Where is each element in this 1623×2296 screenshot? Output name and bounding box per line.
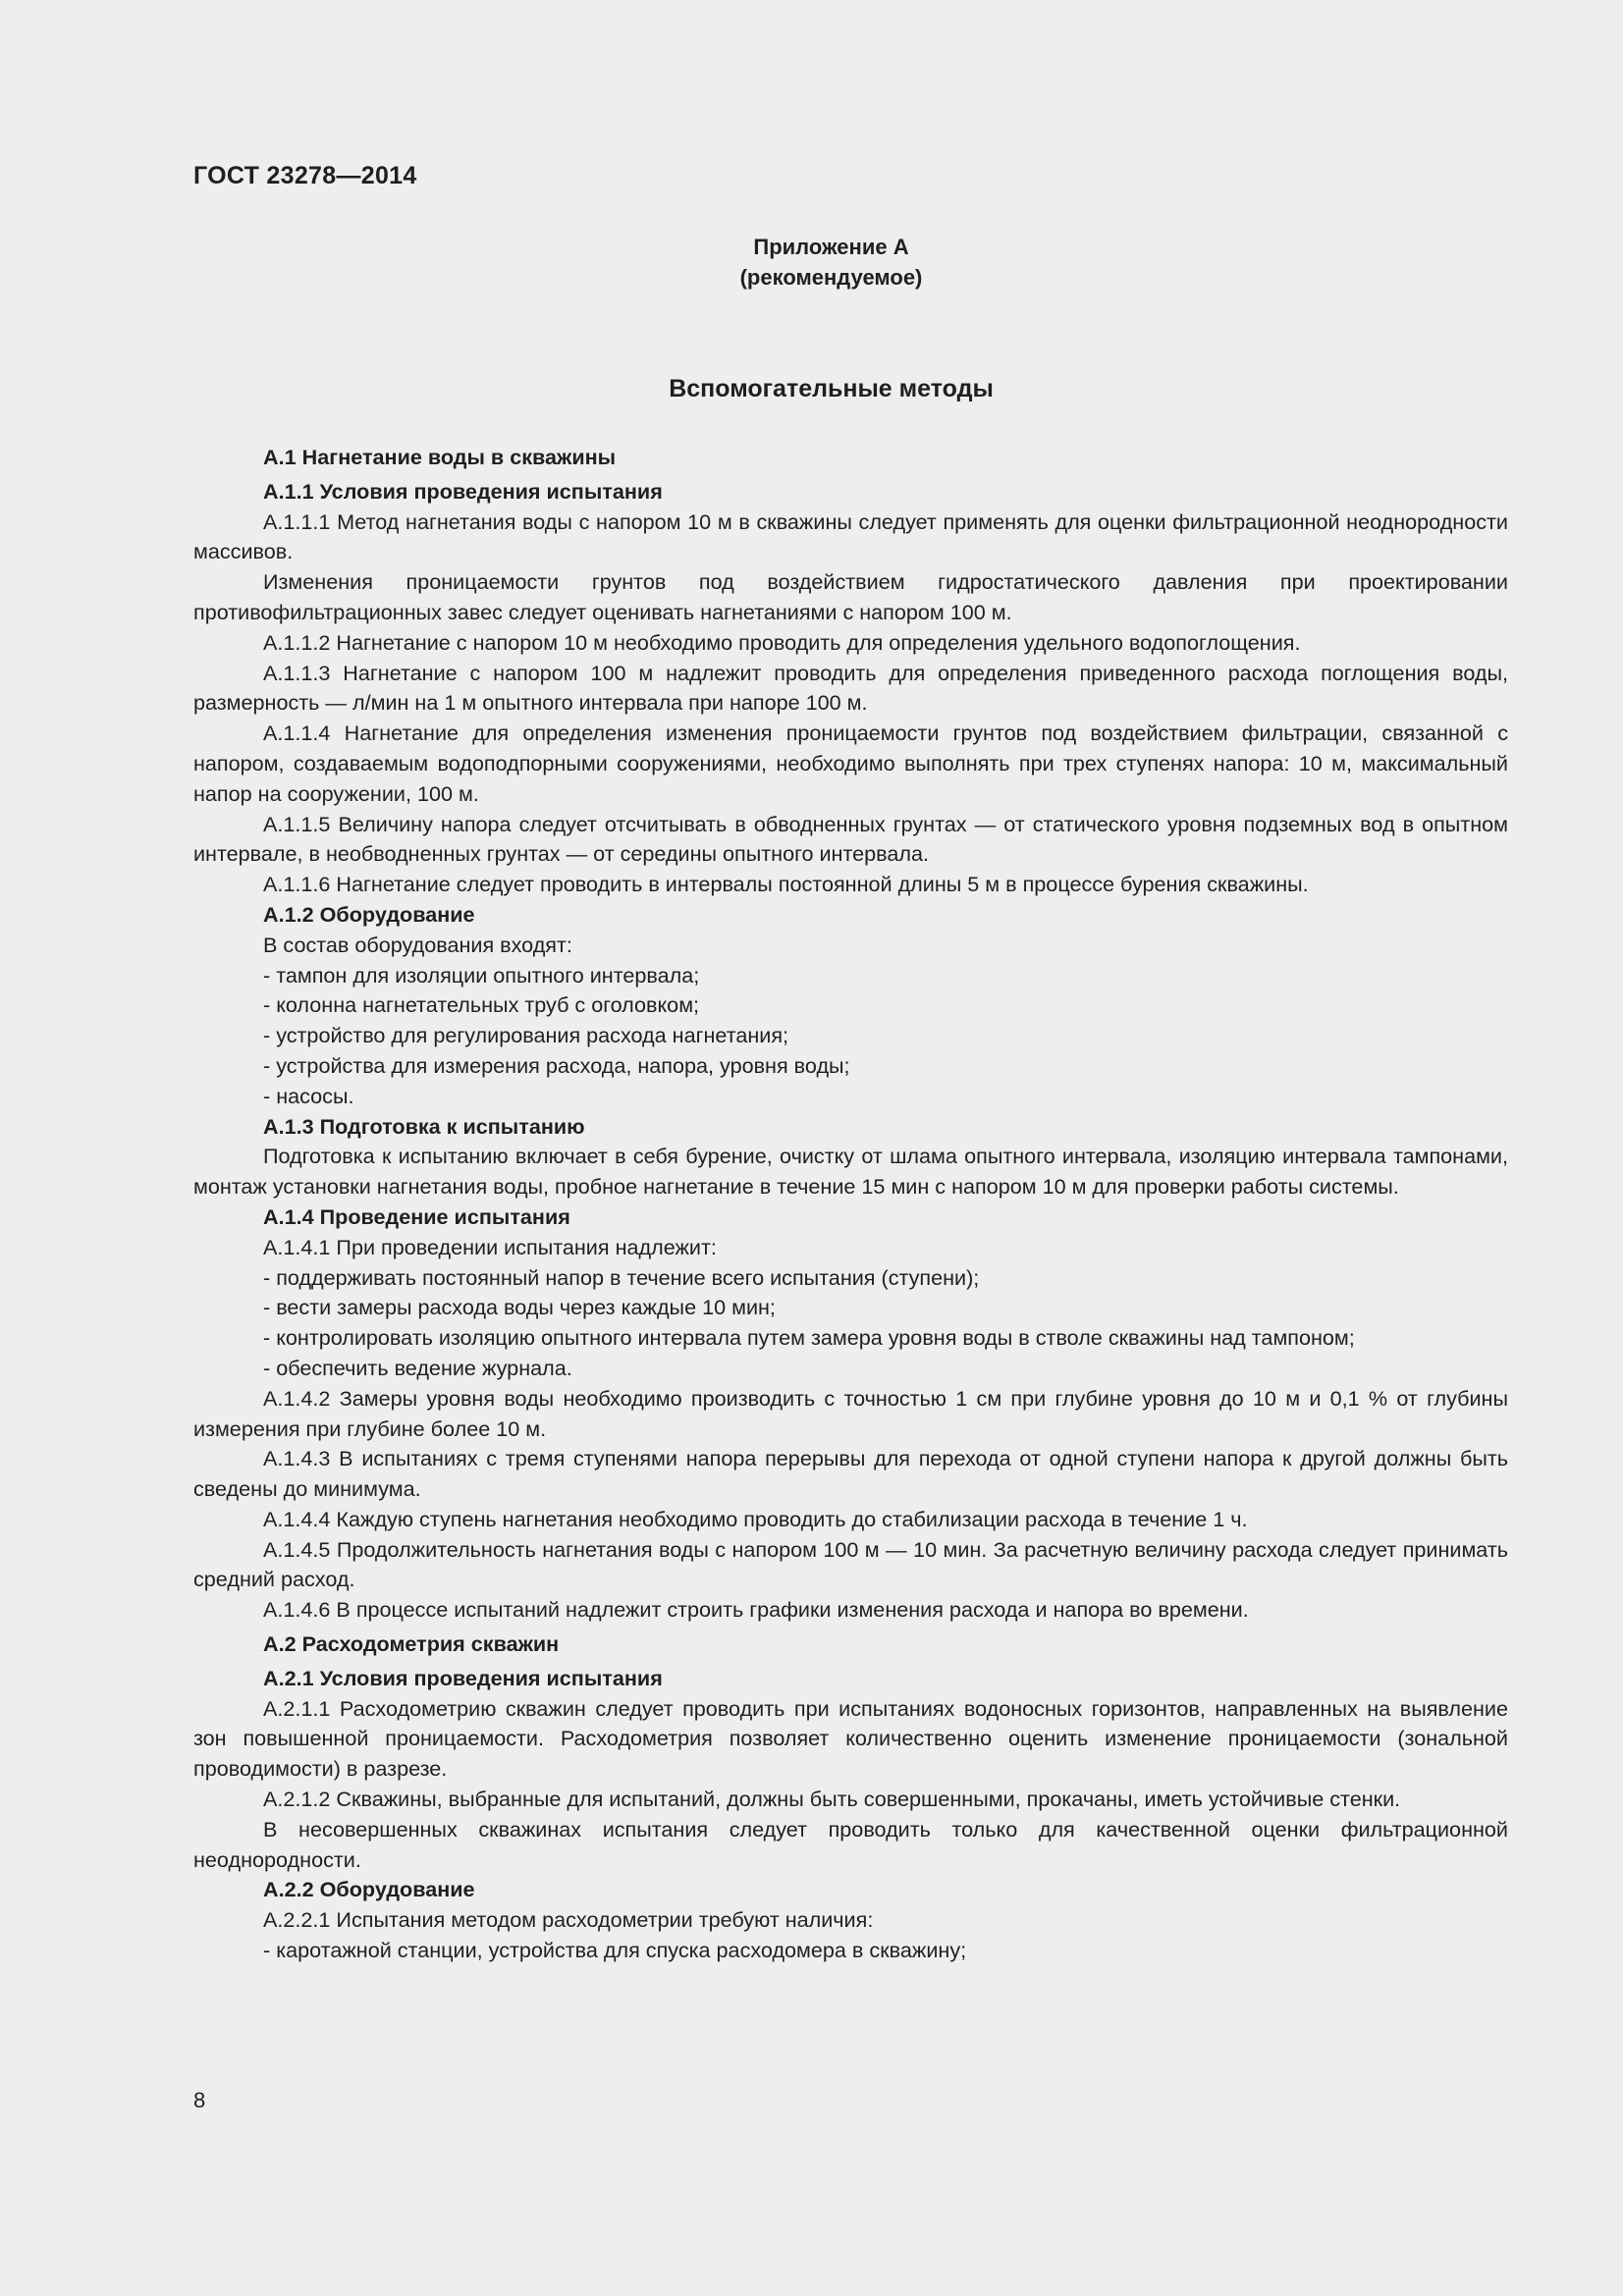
appendix-title: Приложение А [753,235,909,259]
heading-a1-1: А.1.1 Условия проведения испытания [263,478,663,504]
paragraph: В несовершенных скважинах испытания следует проводить только для качественной оценки фильтрационной неоднородности. [193,1816,1508,1872]
paragraph: А.1.1.4 Нагнетание для определения изменения проницаемости грунтов под воздействием фильтрации, связанной с напором, создаваемым водоподпорными сооружениями, необходимо выполнять при трех ступенях напора: 10 м, максимальный напор на сооружении, 100 м. [193,721,1508,806]
paragraph: А.1.4.5 Продолжительность нагнетания воды с напором 100 м — 10 мин. За расчетную величину расхода следует принимать средний расход. [193,1536,1508,1592]
paragraph: А.1.4.2 Замеры уровня воды необходимо производить с точностью 1 см при глубине уровня до 10 м и 0,1 % от глубины измерения при глубине более 10 м. [193,1385,1508,1441]
list-item: - поддерживать постоянный напор в течение всего испытания (ступени); [263,1264,980,1290]
paragraph: А.2.1.2 Скважины, выбранные для испытаний, должны быть совершенными, прокачаны, иметь устойчивые стенки. [263,1787,1401,1812]
heading-a1-2: А.1.2 Оборудование [263,901,475,927]
paragraph: А.1.4.3 В испытаниях с тремя ступенями напора перерывы для перехода от одной ступени напора к другой должны быть сведены до минимума. [193,1446,1508,1502]
section-title: Вспомогательные методы [669,375,994,402]
heading-a2: А.2 Расходометрия скважин [263,1631,560,1657]
list-item: - устройства для измерения расхода, напора, уровня воды; [263,1052,850,1078]
paragraph: А.1.1.2 Нагнетание с напором 10 м необходимо проводить для определения удельного водопоглощения. [263,629,1301,655]
paragraph: А.1.4.1 При проведении испытания надлежит: [263,1234,717,1259]
list-item: - насосы. [263,1083,354,1108]
page-number: 8 [193,2088,206,2112]
heading-a1: А.1 Нагнетание воды в скважины [263,445,617,469]
heading-a2-1: А.2.1 Условия проведения испытания [263,1665,663,1690]
paragraph: А.1.1.6 Нагнетание следует проводить в интервалы постоянной длины 5 м в процессе бурения скважины. [263,872,1309,897]
paragraph: А.1.1.5 Величину напора следует отсчитывать в обводненных грунтах — от статического уровня подземных вод в опытном интервале, в необводненных грунтах — от середины опытного интервала. [193,811,1508,867]
paragraph: А.1.1.1 Метод нагнетания воды с напором 10 м в скважины следует применять для оценки фильтрационной неоднородности массивов. [193,508,1508,564]
paragraph: А.2.2.1 Испытания методом расходометрии требуют наличия: [263,1907,874,1933]
paragraph: А.1.1.3 Нагнетание с напором 100 м надлежит проводить для определения приведенного расхода поглощения воды, размерность — л/мин на 1 м опытного интервала при напоре 100 м. [193,660,1508,716]
document-code-header: ГОСТ 23278—2014 [193,162,417,189]
list-item: - тампон для изоляции опытного интервала; [263,962,700,988]
paragraph: Изменения проницаемости грунтов под воздействием гидростатического давления при проектировании противофильтрационных завес следует оценивать нагнетаниями с напором 100 м. [193,569,1508,624]
list-item: - устройство для регулирования расхода нагнетания; [263,1023,789,1048]
list-item: - обеспечить ведение журнала. [263,1355,572,1380]
document-body [193,443,1508,1966]
paragraph: А.1.4.6 В процессе испытаний надлежит строить графики изменения расхода и напора во времени. [263,1597,1249,1623]
appendix-status: (рекомендуемое) [739,265,923,290]
list-item: - колонна нагнетательных труб с оголовком; [263,992,700,1018]
heading-a2-2: А.2.2 Оборудование [263,1877,475,1902]
paragraph: В состав оборудования входят: [263,932,572,957]
appendix-heading [0,232,1623,293]
list-item: - контролировать изоляцию опытного интервала путем замера уровня воды в стволе скважины над тампоном; [263,1325,1355,1351]
heading-a1-4: А.1.4 Проведение испытания [263,1203,570,1229]
paragraph: А.2.1.1 Расходометрию скважин следует проводить при испытаниях водоносных горизонтов, направленных на выявление зон повышенной проницаемости. Расходометрия позволяет количественно оценить изменение проницаемости (зональной проводимости) в разрезе. [193,1695,1508,1782]
paragraph: Подготовка к испытанию включает в себя бурение, очистку от шлама опытного интервала, изоляцию интервала тампонами, монтаж установки нагнетания воды, пробное нагнетание в течение 15 мин с напором 10 м для проверки работы системы. [193,1144,1508,1200]
heading-a1-3: А.1.3 Подготовка к испытанию [263,1113,585,1139]
list-item: - вести замеры расхода воды через каждые 10 мин; [263,1295,776,1320]
list-item: - каротажной станции, устройства для спуска расходомера в скважину; [263,1938,967,1963]
paragraph: А.1.4.4 Каждую ступень нагнетания необходимо проводить до стабилизации расхода в течение 1 ч. [263,1506,1248,1531]
